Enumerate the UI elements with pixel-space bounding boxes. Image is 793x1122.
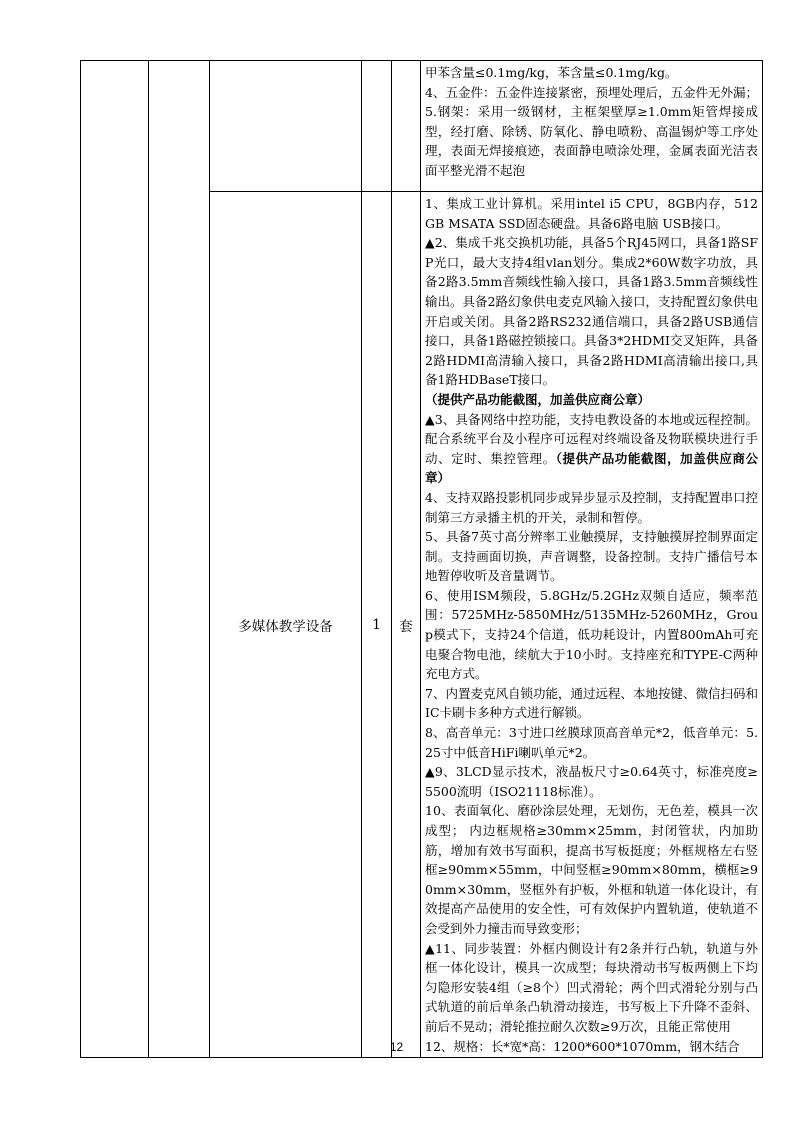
quantity-cell: 1 [362,192,392,1058]
category-cell [149,61,210,1058]
unit-cell: 套 [392,192,421,1058]
specification-table [80,60,763,1058]
unit-cell-continued [392,61,421,192]
spec-cell [421,192,763,1058]
spec-text-multimedia: 1、集成工业计算机。采用intel i5 CPU，8GB内存，512GB MSATA SSD固态硬盘。具备6路电脑 USB接口。 ▲2、集成千兆交换机功能，具备5个RJ45网口，具备1路SFP光口，最大支持4组vlan划分。集成2*60W数字功放，具备2路3.5mm音频线性输入接口，具备1路3.5mm音频线性输出。具备2路幻象供电麦克风输入接口，支持配置幻象供电开启或关闭。具备2路RS232通信端口，具备2路USB通信接口，具备1路磁控锁接口。具备3*2HDMI交叉矩阵，具备2路HDMI高清输入接口，具备2路HDMI高清输出接口,具备1路HDBaseT接口。 （提供产品功能截图，加盖供应商公章） ▲3、具备网络中控功能，支持电教设备的本地或远程控制。配合系统平台及小程序可远程对终端设备及物联模块进行手动、定时、集控管理。（提供产品功能截图，加盖供应商公章） 4、支持双路投影机同步或异步显示及控制，支持配置串口控制第三方录播主机的开关，录制和暂停。 5、具备7英寸高分辨率工业触摸屏，支持触摸屏控制界面定制。支持画面切换，声音调整，设备控制。支持广播信号本地暂停收听及音量调节。 6、使用ISM频段，5.8GHz/5.2GHz双频自适应，频率范围：5725MHz-5850MHz/5135MHz-5260MHz，Group模式下，支持24个信道，低功耗设计，内置800mAh可充电聚合物电池，续航大于10小时。支持座充和TYPE-C两种充电方式。 7、内置麦克风自锁功能，通过远程、本地按键、微信扫码和IC卡刷卡多种方式进行解锁。 8、高音单元：3寸进口丝膜球顶高音单元*2，低音单元：5.25寸中低音HiFi喇叭单元*2。 ▲9、3LCD显示技术，液晶板尺寸≥0.64英寸，标准亮度≥5500流明（ISO21118标准）。 10、表面氧化、磨砂涂层处理，无划伤，无色差，模具一次成型； 内边框规格≥30mm×25mm，封闭管状，内加助筋，增加有效书写面积，提高书写板挺度；外框规格左右竖框≥90mm×55mm，中间竖框≥90mm×80mm，横框≥90mm×30mm，竖框外有护板，外框和轨道一体化设计，有效提高产品使用的安全性，可有效保护内置轨道，使轨道不会受到外力撞击而导致变形； ▲11、同步装置：外框内侧设计有2条并行凸轨，轨道与外框一体化设计，模具一次成型；每块滑动书写板两侧上下均匀隐形安装4组（≥8个）凹式滑轮；两个凹式滑轮分别与凸式轨道的前后单条凸轨滑动接连，书写板上下升降不歪斜、前后不晃动；滑轮推拉耐久次数≥9万次，且能正常使用 12、规格：长*宽*高：1200*600*1070mm，钢木结合 [425,196,758,1054]
quantity-cell-continued [362,61,392,192]
spec-cell-continued [421,61,763,192]
item-name-cell: 多媒体教学设备 [210,192,362,1058]
table-row-continued [81,61,763,192]
page-number: 12 [389,1040,404,1054]
item-name-cell-continued [210,61,362,192]
index-cell [81,61,149,1058]
spec-text-continued: 甲苯含量≤0.1mg/kg，苯含量≤0.1mg/kg。 4、五金件：五金件连接紧密，预埋处理后，五金件无外漏； 5.钢架：采用一级钢材，主框架壁厚≥1.0mm矩管焊接成型，经打磨、除锈、防氧化、静电喷粉、高温锡炉等工序处理，表面无焊接痕迹，表面静电喷涂处理，金属表面光洁表面平整光滑不起泡 [425,65,758,178]
